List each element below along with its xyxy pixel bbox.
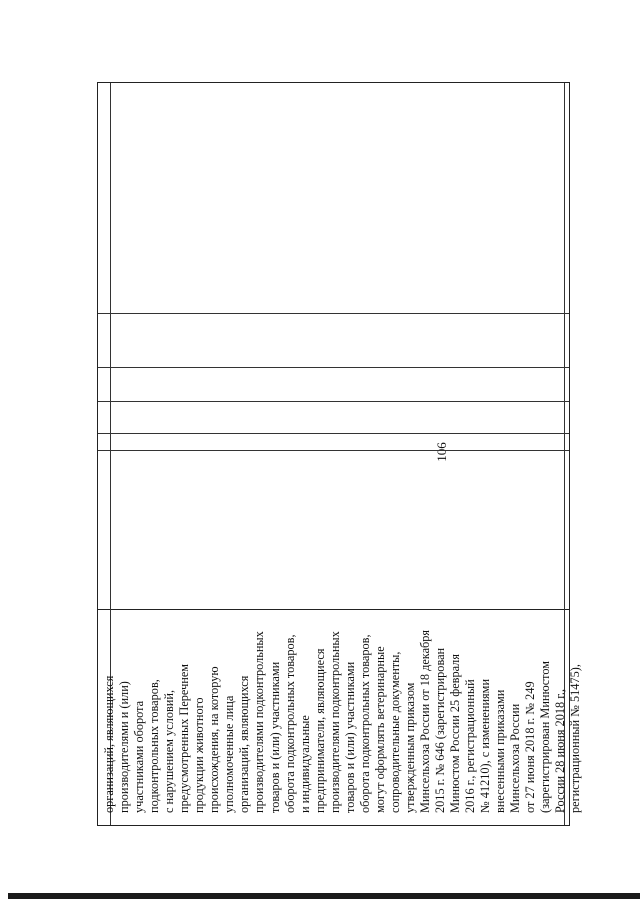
text-line: происхождения, на которую <box>207 666 222 813</box>
text-line: продукции животного <box>192 697 207 813</box>
text-line: могут оформлять ветеринарные <box>372 646 387 813</box>
text-line: оборота подконтрольных товаров, <box>357 634 372 813</box>
text-line: Минсельхоза России <box>508 703 523 813</box>
scan-bottom-edge <box>8 893 640 899</box>
text-line: производителями и (или) <box>117 681 132 813</box>
text-line: с нарушением условий, <box>162 689 177 813</box>
text-line: Минюстом России 25 февраля <box>448 654 463 813</box>
cell-text-column <box>102 615 584 813</box>
text-line: организаций, являющихся <box>102 675 116 813</box>
text-line: подконтрольных товаров, <box>147 679 162 813</box>
text-line: предприниматели, являющиеся <box>312 648 327 813</box>
text-line: России 28 июня 2018 г., <box>553 688 568 813</box>
text-line: производителями подконтрольных <box>327 631 342 813</box>
rotated-table <box>97 82 583 826</box>
text-line: от 27 июня 2018 г. № 249 <box>523 681 538 813</box>
text-line: участниками оборота <box>132 700 147 813</box>
page-number: 106 <box>434 442 449 462</box>
text-line: уполномоченные лица <box>222 695 237 813</box>
text-line: Минсельхоза России от 18 декабря <box>417 629 432 813</box>
text-line: оборота подконтрольных товаров, <box>282 634 297 813</box>
text-line: № 41210), с изменениями <box>478 678 493 813</box>
text-line: 2015 г. № 646 (зарегистрирован <box>433 647 448 813</box>
text-line: производителями подконтрольных <box>252 631 267 813</box>
text-line: и индивидуальные <box>297 715 312 813</box>
text-line: организаций, являющихся <box>237 675 252 813</box>
text-line: товаров и (или) участниками <box>267 661 282 813</box>
text-line: предусмотренных Перечнем <box>177 663 192 813</box>
text-line: утвержденным приказом <box>402 682 417 813</box>
text-line: регистрационный № 51475), <box>568 664 583 813</box>
table-cell-text <box>98 83 583 827</box>
text-line: товаров и (или) участниками <box>342 661 357 813</box>
text-line: (зарегистрирован Минюстом <box>538 660 553 813</box>
text-line: внесенными приказами <box>493 689 508 813</box>
text-line: сопроводительные документы, <box>387 651 402 813</box>
text-line: 2016 г., регистрационный <box>463 679 478 813</box>
